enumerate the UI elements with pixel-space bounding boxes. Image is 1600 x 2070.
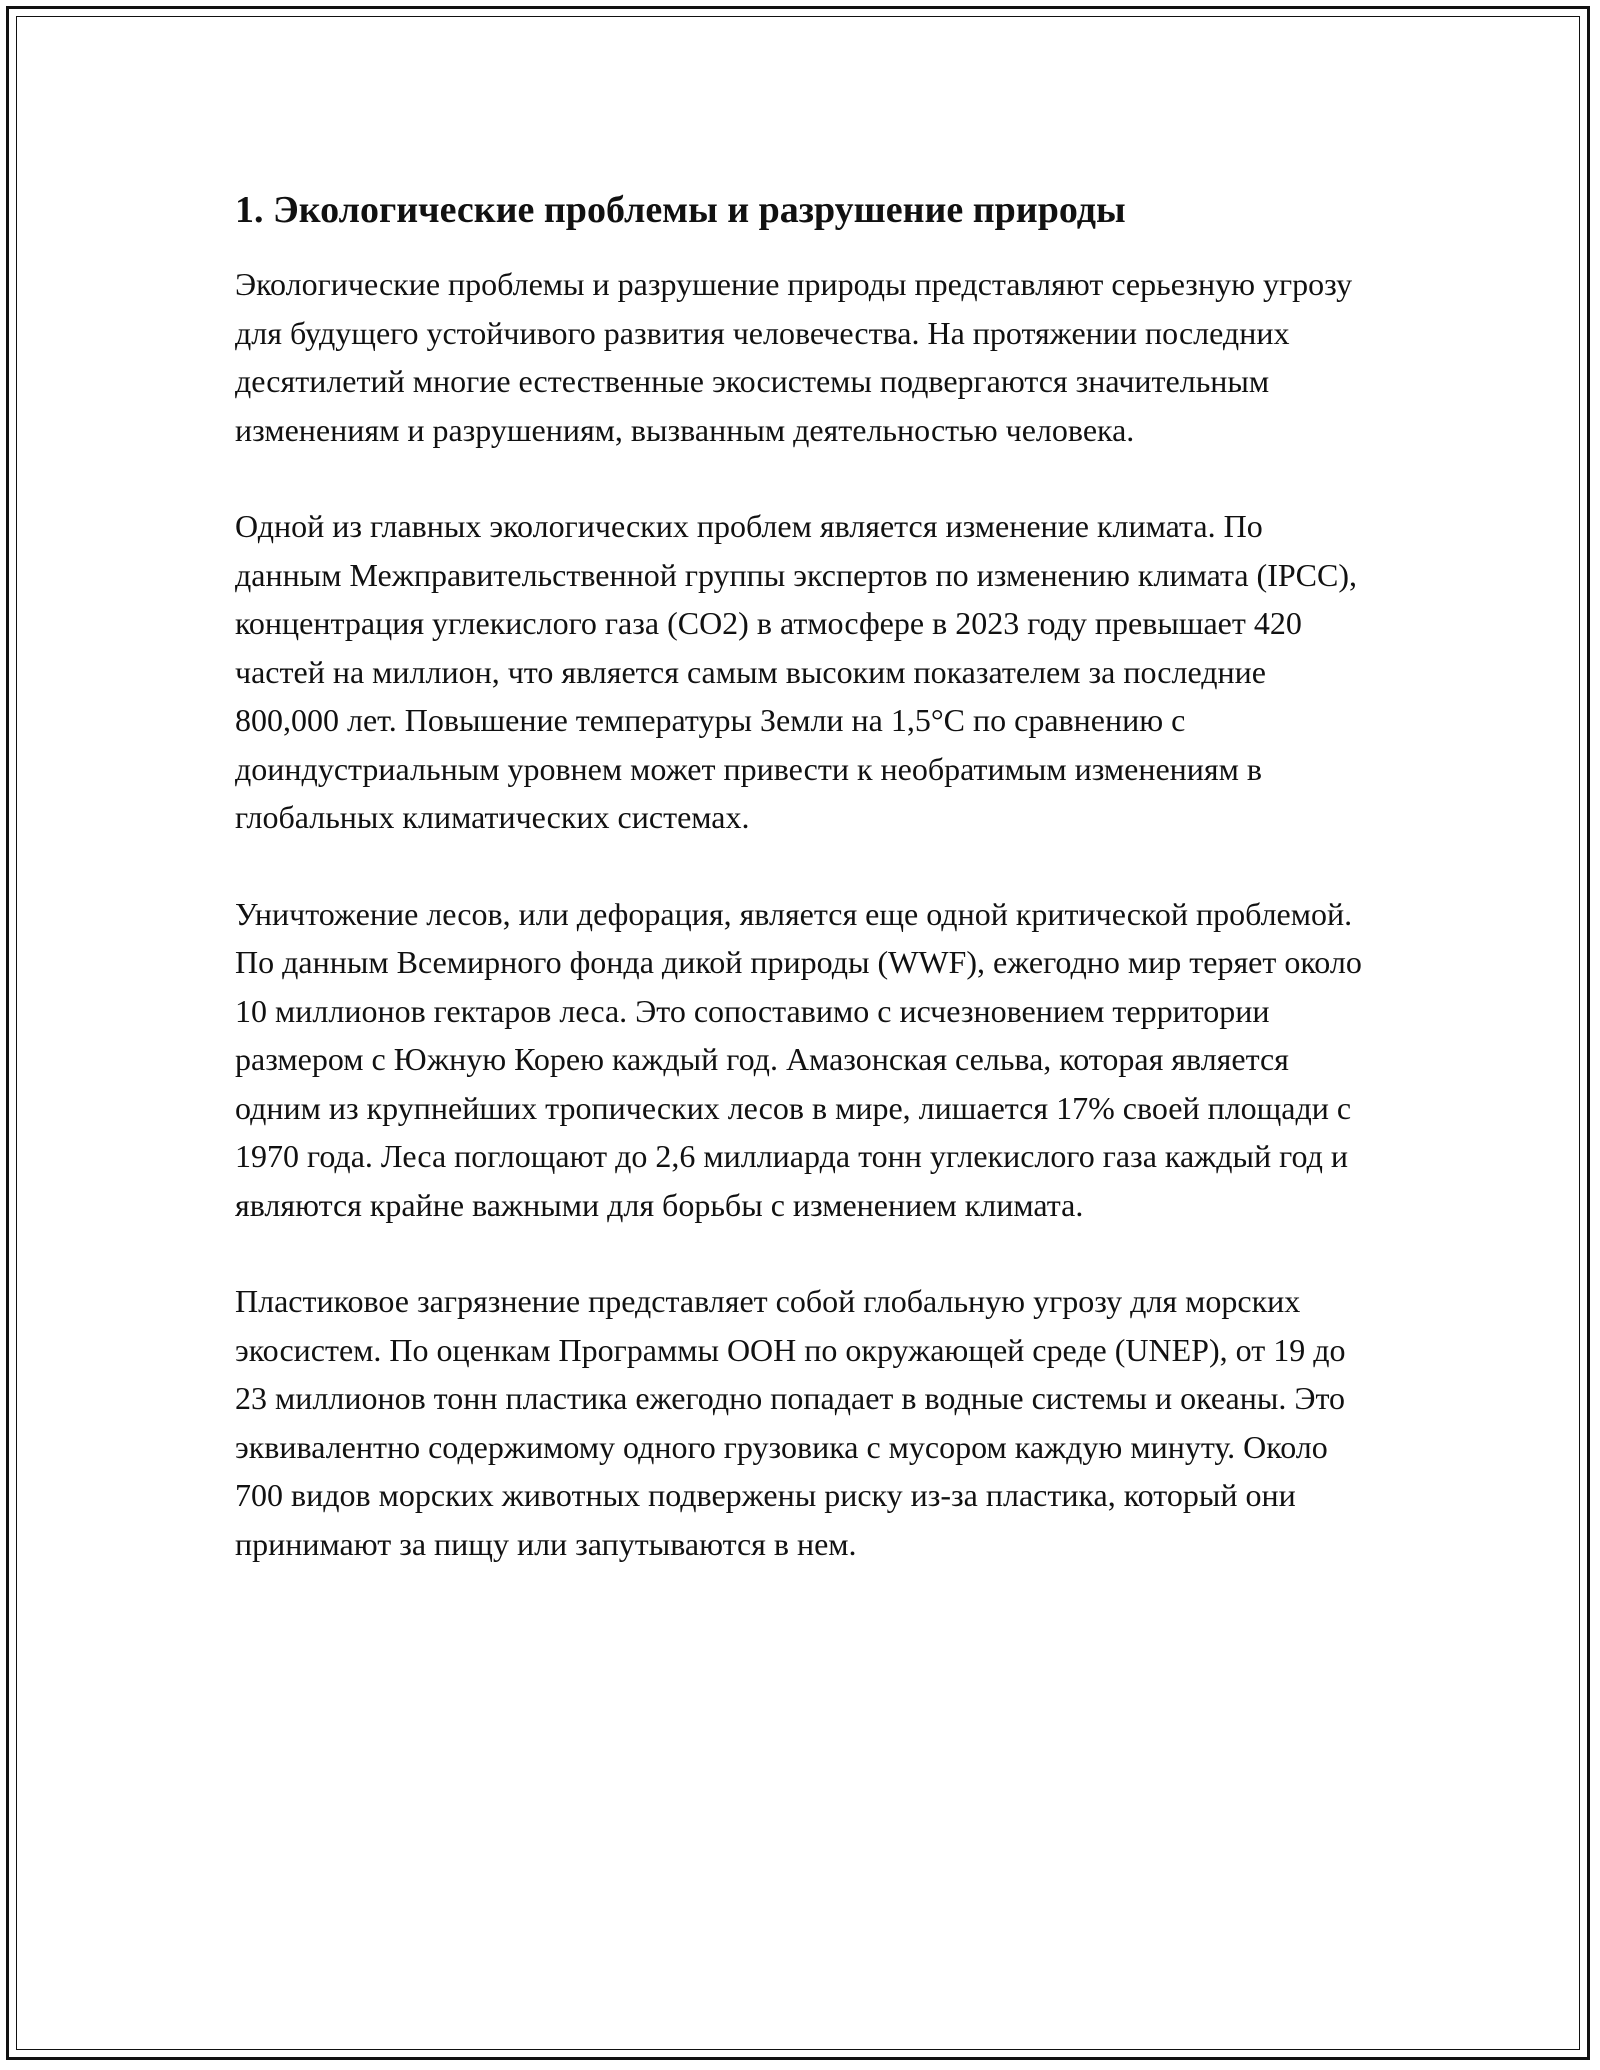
paragraph-deforestation: Уничтожение лесов, или дефорация, является еще одной критической проблемой. По данным Всемирного фонда дикой природы (WWF), ежегодно мир теряет около 10 миллионов гектаров леса. Это сопоставимо с исчезновением территории размером с Южную Корею каждый год. Амазонская сельва, которая является одним из крупнейших тропических лесов в мире, лишается 17% своей площади с 1970 года. Леса поглощают до 2,6 миллиарда тонн углекислого газа каждый год и являются крайне важными для борьбы с изменением климата. — [235, 895, 1362, 1223]
paragraph-intro: Экологические проблемы и разрушение природы представляют серьезную угрозу для будущего устойчивого развития человечества. На протяжении последних десятилетий многие естественные экосистемы подвергаются значительным изменениям и разрушениям, вызванным деятельностью человека. — [235, 266, 1353, 448]
document-body — [235, 186, 1375, 1616]
section-heading: 1. Экологические проблемы и разрушение природы — [235, 189, 1126, 231]
paragraph-plastic-pollution: Пластиковое загрязнение представляет собой глобальную угрозу для морских экосистем. По оценкам Программы ООН по окружающей среде (UNEP), от 19 до 23 миллионов тонн пластика ежегодно попадает в водные системы и океаны. Это эквивалентно содержимому одного грузовика с мусором каждую минуту. Около 700 видов морских животных подвержены риску из-за пластика, который они принимают за пищу или запутываются в нем. — [235, 1283, 1346, 1562]
paragraph-climate-change: Одной из главных экологических проблем является изменение климата. По данным Межправительственной группы экспертов по изменению климата (IPCC), концентрация углекислого газа (CO2) в атмосфере в 2023 году превышает 420 частей на миллион, что является самым высоким показателем за последние 800,000 лет. Повышение температуры Земли на 1,5°C по сравнению с доиндустриальным уровнем может привести к необратимым изменениям в глобальных климатических системах. — [235, 508, 1357, 835]
